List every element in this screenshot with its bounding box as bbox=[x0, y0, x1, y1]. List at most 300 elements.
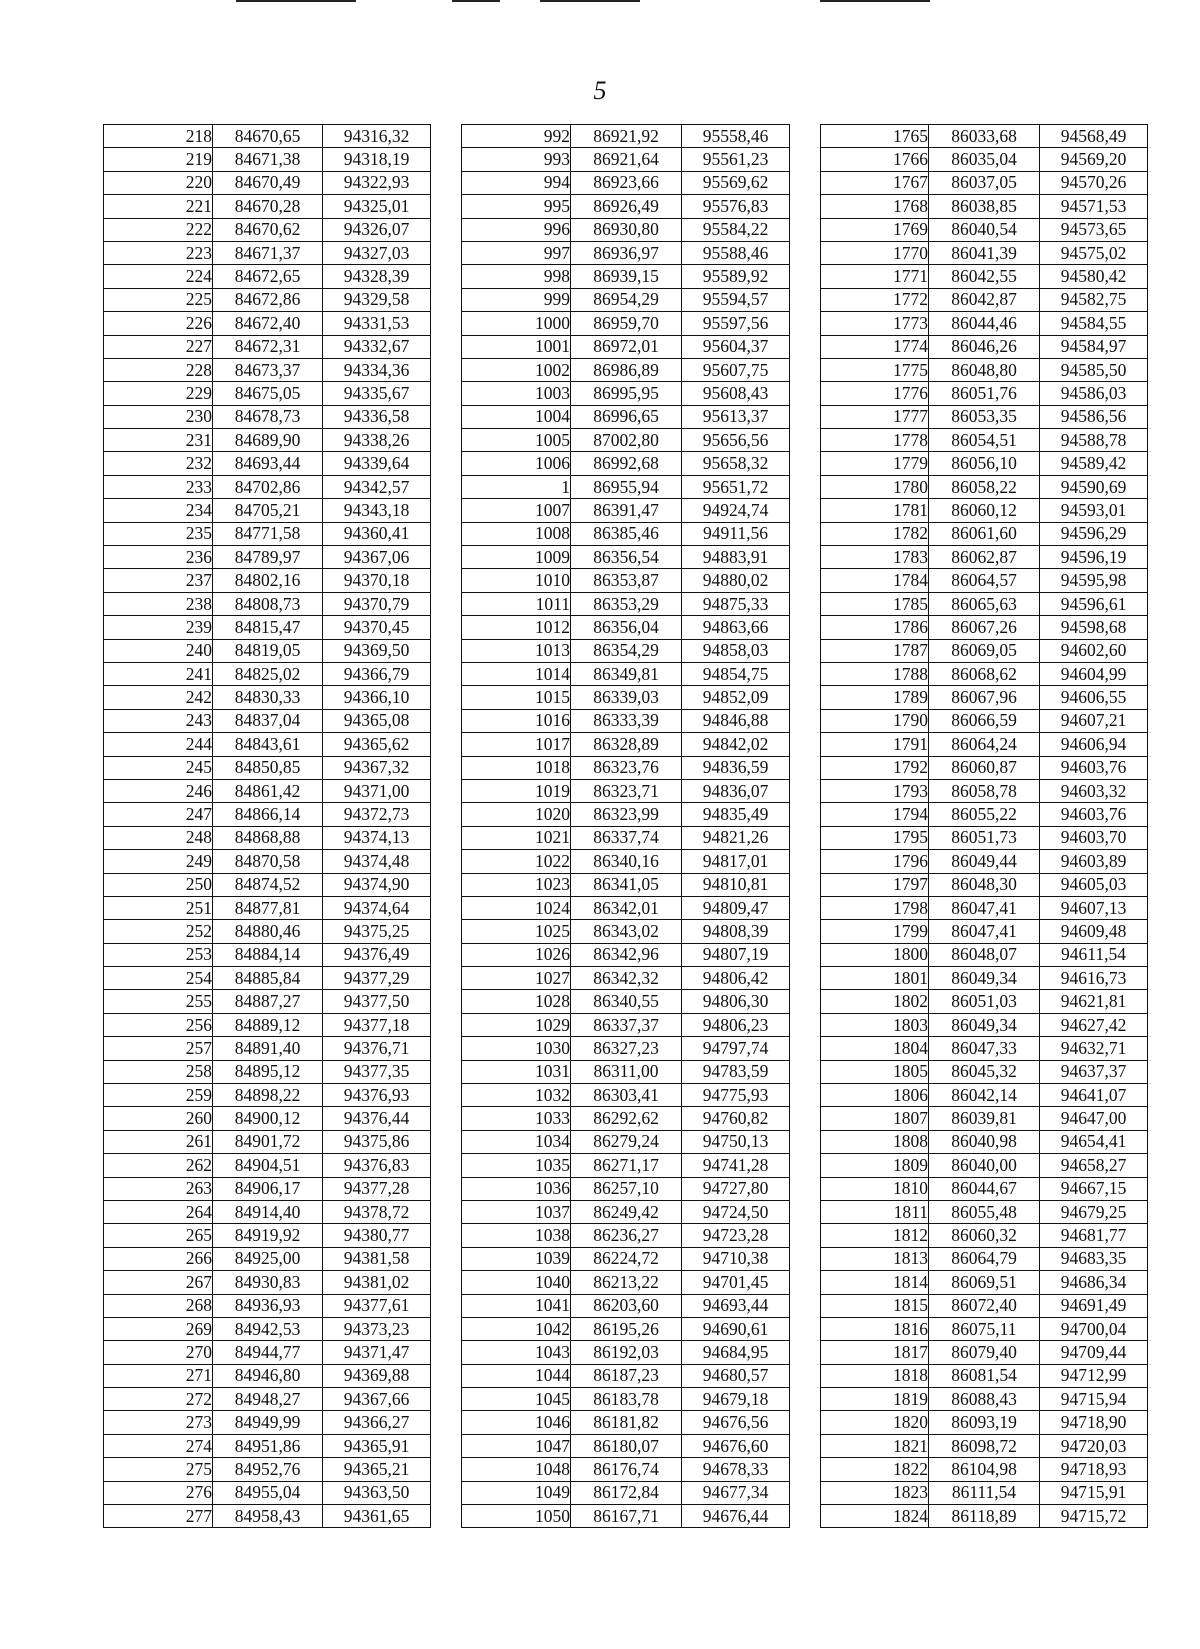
point-number: 1011 bbox=[462, 592, 571, 615]
x-coordinate: 86292,62 bbox=[571, 1107, 682, 1130]
coordinates-table-2 bbox=[461, 124, 790, 1528]
point-number: 1804 bbox=[821, 1037, 929, 1060]
x-coordinate: 86066,59 bbox=[929, 709, 1040, 732]
point-number: 237 bbox=[104, 569, 213, 592]
table-row bbox=[462, 967, 790, 990]
point-number: 1780 bbox=[821, 475, 929, 498]
table-row bbox=[104, 1060, 431, 1083]
y-coordinate: 94863,66 bbox=[682, 616, 790, 639]
table-row bbox=[104, 1458, 431, 1481]
table-row bbox=[462, 1107, 790, 1130]
x-coordinate: 86341,05 bbox=[571, 873, 682, 896]
point-number: 230 bbox=[104, 405, 213, 428]
point-number: 1023 bbox=[462, 873, 571, 896]
y-coordinate: 94568,49 bbox=[1040, 125, 1148, 148]
table-row bbox=[821, 475, 1148, 498]
point-number: 1814 bbox=[821, 1271, 929, 1294]
table-row bbox=[104, 686, 431, 709]
table-row bbox=[462, 1341, 790, 1364]
table-row bbox=[821, 1247, 1148, 1270]
point-number: 1046 bbox=[462, 1411, 571, 1434]
point-number: 1000 bbox=[462, 312, 571, 335]
point-number: 245 bbox=[104, 756, 213, 779]
x-coordinate: 86040,54 bbox=[929, 218, 1040, 241]
x-coordinate: 84705,21 bbox=[213, 499, 323, 522]
y-coordinate: 94684,95 bbox=[682, 1341, 790, 1364]
x-coordinate: 86060,87 bbox=[929, 756, 1040, 779]
point-number: 1801 bbox=[821, 967, 929, 990]
point-number: 1776 bbox=[821, 382, 929, 405]
y-coordinate: 94710,38 bbox=[682, 1247, 790, 1270]
y-coordinate: 94637,37 bbox=[1040, 1060, 1148, 1083]
point-number: 1037 bbox=[462, 1200, 571, 1223]
y-coordinate: 94677,34 bbox=[682, 1481, 790, 1504]
table-row bbox=[821, 1434, 1148, 1457]
table-row bbox=[104, 873, 431, 896]
table-row bbox=[821, 850, 1148, 873]
x-coordinate: 86042,14 bbox=[929, 1084, 1040, 1107]
table-row bbox=[821, 1458, 1148, 1481]
table-row bbox=[821, 218, 1148, 241]
x-coordinate: 86098,72 bbox=[929, 1434, 1040, 1457]
y-coordinate: 94381,58 bbox=[323, 1247, 431, 1270]
point-number: 256 bbox=[104, 1013, 213, 1036]
point-number: 997 bbox=[462, 241, 571, 264]
y-coordinate: 94381,02 bbox=[323, 1271, 431, 1294]
point-number: 225 bbox=[104, 288, 213, 311]
y-coordinate: 94575,02 bbox=[1040, 241, 1148, 264]
point-number: 269 bbox=[104, 1317, 213, 1340]
point-number: 238 bbox=[104, 592, 213, 615]
point-number: 241 bbox=[104, 662, 213, 685]
x-coordinate: 86328,89 bbox=[571, 733, 682, 756]
table-row bbox=[104, 1224, 431, 1247]
table-row bbox=[104, 1481, 431, 1504]
x-coordinate: 86311,00 bbox=[571, 1060, 682, 1083]
x-coordinate: 84702,86 bbox=[213, 475, 323, 498]
x-coordinate: 84671,38 bbox=[213, 148, 323, 171]
x-coordinate: 84673,37 bbox=[213, 358, 323, 381]
table-row bbox=[462, 990, 790, 1013]
point-number: 1032 bbox=[462, 1084, 571, 1107]
x-coordinate: 86069,51 bbox=[929, 1271, 1040, 1294]
x-coordinate: 84868,88 bbox=[213, 826, 323, 849]
x-coordinate: 86249,42 bbox=[571, 1200, 682, 1223]
point-number: 260 bbox=[104, 1107, 213, 1130]
x-coordinate: 86042,87 bbox=[929, 288, 1040, 311]
x-coordinate: 86044,46 bbox=[929, 312, 1040, 335]
y-coordinate: 94571,53 bbox=[1040, 195, 1148, 218]
table-row bbox=[462, 803, 790, 826]
table-row bbox=[104, 335, 431, 358]
x-coordinate: 86923,66 bbox=[571, 171, 682, 194]
x-coordinate: 86037,05 bbox=[929, 171, 1040, 194]
table-row bbox=[821, 1411, 1148, 1434]
y-coordinate: 94603,89 bbox=[1040, 850, 1148, 873]
table-row bbox=[821, 826, 1148, 849]
table-row bbox=[104, 499, 431, 522]
x-coordinate: 84670,62 bbox=[213, 218, 323, 241]
x-coordinate: 86064,57 bbox=[929, 569, 1040, 592]
point-number: 1790 bbox=[821, 709, 929, 732]
table-row bbox=[821, 1364, 1148, 1387]
y-coordinate: 95561,23 bbox=[682, 148, 790, 171]
point-number: 218 bbox=[104, 125, 213, 148]
x-coordinate: 86056,10 bbox=[929, 452, 1040, 475]
y-coordinate: 94377,50 bbox=[323, 990, 431, 1013]
point-number: 1017 bbox=[462, 733, 571, 756]
point-number: 1004 bbox=[462, 405, 571, 428]
point-number: 229 bbox=[104, 382, 213, 405]
y-coordinate: 94361,65 bbox=[323, 1505, 431, 1528]
x-coordinate: 86343,02 bbox=[571, 920, 682, 943]
point-number: 251 bbox=[104, 896, 213, 919]
y-coordinate: 94724,50 bbox=[682, 1200, 790, 1223]
point-number: 1821 bbox=[821, 1434, 929, 1457]
y-coordinate: 94605,03 bbox=[1040, 873, 1148, 896]
point-number: 254 bbox=[104, 967, 213, 990]
table-row bbox=[104, 803, 431, 826]
x-coordinate: 86067,96 bbox=[929, 686, 1040, 709]
point-number: 1784 bbox=[821, 569, 929, 592]
y-coordinate: 94378,72 bbox=[323, 1200, 431, 1223]
x-coordinate: 84914,40 bbox=[213, 1200, 323, 1223]
y-coordinate: 94370,79 bbox=[323, 592, 431, 615]
table-row bbox=[104, 756, 431, 779]
y-coordinate: 94584,55 bbox=[1040, 312, 1148, 335]
table-row bbox=[462, 873, 790, 896]
y-coordinate: 94596,61 bbox=[1040, 592, 1148, 615]
point-number: 1778 bbox=[821, 429, 929, 452]
table-row bbox=[821, 990, 1148, 1013]
table-row bbox=[821, 920, 1148, 943]
point-number: 1040 bbox=[462, 1271, 571, 1294]
point-number: 1031 bbox=[462, 1060, 571, 1083]
table-row bbox=[104, 1411, 431, 1434]
y-coordinate: 94883,91 bbox=[682, 546, 790, 569]
y-coordinate: 94654,41 bbox=[1040, 1130, 1148, 1153]
y-coordinate: 94370,45 bbox=[323, 616, 431, 639]
point-number: 1791 bbox=[821, 733, 929, 756]
point-number: 244 bbox=[104, 733, 213, 756]
point-number: 1039 bbox=[462, 1247, 571, 1270]
table-row bbox=[462, 1084, 790, 1107]
y-coordinate: 94808,39 bbox=[682, 920, 790, 943]
table-row bbox=[104, 967, 431, 990]
x-coordinate: 86055,48 bbox=[929, 1200, 1040, 1223]
y-coordinate: 94582,75 bbox=[1040, 288, 1148, 311]
point-number: 1035 bbox=[462, 1154, 571, 1177]
x-coordinate: 86044,67 bbox=[929, 1177, 1040, 1200]
x-coordinate: 86081,54 bbox=[929, 1364, 1040, 1387]
point-number: 258 bbox=[104, 1060, 213, 1083]
table-row bbox=[104, 1037, 431, 1060]
y-coordinate: 94715,94 bbox=[1040, 1388, 1148, 1411]
table-row bbox=[104, 1177, 431, 1200]
point-number: 259 bbox=[104, 1084, 213, 1107]
table-row bbox=[821, 358, 1148, 381]
y-coordinate: 94701,45 bbox=[682, 1271, 790, 1294]
point-number: 1768 bbox=[821, 195, 929, 218]
table-row bbox=[104, 1341, 431, 1364]
y-coordinate: 94376,83 bbox=[323, 1154, 431, 1177]
table-row bbox=[104, 662, 431, 685]
point-number: 1021 bbox=[462, 826, 571, 849]
table-row bbox=[821, 1060, 1148, 1083]
x-coordinate: 86195,26 bbox=[571, 1317, 682, 1340]
x-coordinate: 86060,32 bbox=[929, 1224, 1040, 1247]
x-coordinate: 86079,40 bbox=[929, 1341, 1040, 1364]
y-coordinate: 94586,56 bbox=[1040, 405, 1148, 428]
y-coordinate: 95604,37 bbox=[682, 335, 790, 358]
x-coordinate: 84895,12 bbox=[213, 1060, 323, 1083]
x-coordinate: 84919,92 bbox=[213, 1224, 323, 1247]
y-coordinate: 94377,28 bbox=[323, 1177, 431, 1200]
y-coordinate: 94373,23 bbox=[323, 1317, 431, 1340]
table-row bbox=[821, 1388, 1148, 1411]
point-number: 1016 bbox=[462, 709, 571, 732]
table-row bbox=[821, 896, 1148, 919]
y-coordinate: 94606,94 bbox=[1040, 733, 1148, 756]
point-number: 1044 bbox=[462, 1364, 571, 1387]
y-coordinate: 94693,44 bbox=[682, 1294, 790, 1317]
point-number: 1813 bbox=[821, 1247, 929, 1270]
y-coordinate: 94338,26 bbox=[323, 429, 431, 452]
point-number: 219 bbox=[104, 148, 213, 171]
x-coordinate: 86236,27 bbox=[571, 1224, 682, 1247]
x-coordinate: 84930,83 bbox=[213, 1271, 323, 1294]
table-row bbox=[462, 1013, 790, 1036]
table-row bbox=[821, 452, 1148, 475]
x-coordinate: 86065,63 bbox=[929, 592, 1040, 615]
table-row bbox=[821, 1177, 1148, 1200]
table-row bbox=[821, 312, 1148, 335]
y-coordinate: 94377,29 bbox=[323, 967, 431, 990]
table-row bbox=[821, 429, 1148, 452]
x-coordinate: 86353,87 bbox=[571, 569, 682, 592]
y-coordinate: 94318,19 bbox=[323, 148, 431, 171]
point-number: 1766 bbox=[821, 148, 929, 171]
table-row bbox=[462, 1294, 790, 1317]
x-coordinate: 84904,51 bbox=[213, 1154, 323, 1177]
x-coordinate: 86385,46 bbox=[571, 522, 682, 545]
point-number: 231 bbox=[104, 429, 213, 452]
y-coordinate: 94590,69 bbox=[1040, 475, 1148, 498]
table-row bbox=[821, 335, 1148, 358]
y-coordinate: 94367,32 bbox=[323, 756, 431, 779]
y-coordinate: 94366,27 bbox=[323, 1411, 431, 1434]
table-row bbox=[821, 499, 1148, 522]
x-coordinate: 84946,80 bbox=[213, 1364, 323, 1387]
table-row bbox=[821, 1294, 1148, 1317]
y-coordinate: 94806,30 bbox=[682, 990, 790, 1013]
table-row bbox=[104, 639, 431, 662]
x-coordinate: 84880,46 bbox=[213, 920, 323, 943]
y-coordinate: 94691,49 bbox=[1040, 1294, 1148, 1317]
x-coordinate: 84900,12 bbox=[213, 1107, 323, 1130]
table-row bbox=[462, 171, 790, 194]
point-number: 265 bbox=[104, 1224, 213, 1247]
point-number: 270 bbox=[104, 1341, 213, 1364]
point-number: 268 bbox=[104, 1294, 213, 1317]
table-row bbox=[821, 1084, 1148, 1107]
x-coordinate: 86356,04 bbox=[571, 616, 682, 639]
y-coordinate: 94709,44 bbox=[1040, 1341, 1148, 1364]
x-coordinate: 86046,26 bbox=[929, 335, 1040, 358]
table-row bbox=[821, 125, 1148, 148]
point-number: 228 bbox=[104, 358, 213, 381]
table-row bbox=[462, 1388, 790, 1411]
point-number: 234 bbox=[104, 499, 213, 522]
point-number: 1823 bbox=[821, 1481, 929, 1504]
point-number: 1785 bbox=[821, 592, 929, 615]
x-coordinate: 86921,64 bbox=[571, 148, 682, 171]
point-number: 246 bbox=[104, 779, 213, 802]
y-coordinate: 94331,53 bbox=[323, 312, 431, 335]
table-row bbox=[104, 850, 431, 873]
y-coordinate: 94647,00 bbox=[1040, 1107, 1148, 1130]
table-row bbox=[462, 1434, 790, 1457]
table-row bbox=[104, 1130, 431, 1153]
y-coordinate: 94596,29 bbox=[1040, 522, 1148, 545]
point-number: 1803 bbox=[821, 1013, 929, 1036]
point-number: 995 bbox=[462, 195, 571, 218]
point-number: 1033 bbox=[462, 1107, 571, 1130]
point-number: 233 bbox=[104, 475, 213, 498]
point-number: 1042 bbox=[462, 1317, 571, 1340]
table-row bbox=[104, 125, 431, 148]
point-number: 999 bbox=[462, 288, 571, 311]
x-coordinate: 86060,12 bbox=[929, 499, 1040, 522]
x-coordinate: 86053,35 bbox=[929, 405, 1040, 428]
x-coordinate: 84819,05 bbox=[213, 639, 323, 662]
table-row bbox=[462, 499, 790, 522]
x-coordinate: 86051,73 bbox=[929, 826, 1040, 849]
table-row bbox=[104, 616, 431, 639]
table-row bbox=[104, 1247, 431, 1270]
point-number: 1809 bbox=[821, 1154, 929, 1177]
table-row bbox=[462, 920, 790, 943]
x-coordinate: 86035,04 bbox=[929, 148, 1040, 171]
point-number: 252 bbox=[104, 920, 213, 943]
y-coordinate: 94339,64 bbox=[323, 452, 431, 475]
y-coordinate: 94836,59 bbox=[682, 756, 790, 779]
y-coordinate: 94727,80 bbox=[682, 1177, 790, 1200]
y-coordinate: 94686,34 bbox=[1040, 1271, 1148, 1294]
y-coordinate: 94604,99 bbox=[1040, 662, 1148, 685]
y-coordinate: 94616,73 bbox=[1040, 967, 1148, 990]
table-row bbox=[821, 405, 1148, 428]
table-row bbox=[821, 1481, 1148, 1504]
y-coordinate: 94585,50 bbox=[1040, 358, 1148, 381]
y-coordinate: 95597,56 bbox=[682, 312, 790, 335]
table-row bbox=[821, 1200, 1148, 1223]
y-coordinate: 94598,68 bbox=[1040, 616, 1148, 639]
table-row bbox=[462, 1411, 790, 1434]
x-coordinate: 86323,99 bbox=[571, 803, 682, 826]
table-row bbox=[462, 241, 790, 264]
x-coordinate: 86047,33 bbox=[929, 1037, 1040, 1060]
x-coordinate: 86339,03 bbox=[571, 686, 682, 709]
point-number: 271 bbox=[104, 1364, 213, 1387]
y-coordinate: 94365,08 bbox=[323, 709, 431, 732]
point-number: 1820 bbox=[821, 1411, 929, 1434]
y-coordinate: 94365,21 bbox=[323, 1458, 431, 1481]
point-number: 249 bbox=[104, 850, 213, 873]
y-coordinate: 94611,54 bbox=[1040, 943, 1148, 966]
table-row bbox=[104, 826, 431, 849]
table-row bbox=[462, 429, 790, 452]
x-coordinate: 86049,44 bbox=[929, 850, 1040, 873]
x-coordinate: 86959,70 bbox=[571, 312, 682, 335]
point-number: 1049 bbox=[462, 1481, 571, 1504]
point-number: 1781 bbox=[821, 499, 929, 522]
x-coordinate: 86323,76 bbox=[571, 756, 682, 779]
y-coordinate: 94371,00 bbox=[323, 779, 431, 802]
table-row bbox=[462, 1130, 790, 1153]
table-row bbox=[821, 967, 1148, 990]
y-coordinate: 94336,58 bbox=[323, 405, 431, 428]
y-coordinate: 94680,57 bbox=[682, 1364, 790, 1387]
y-coordinate: 95608,43 bbox=[682, 382, 790, 405]
y-coordinate: 95584,22 bbox=[682, 218, 790, 241]
point-number: 1793 bbox=[821, 779, 929, 802]
x-coordinate: 86995,95 bbox=[571, 382, 682, 405]
y-coordinate: 94374,13 bbox=[323, 826, 431, 849]
table-row bbox=[462, 405, 790, 428]
point-number: 1806 bbox=[821, 1084, 929, 1107]
table-row bbox=[462, 1481, 790, 1504]
point-number: 235 bbox=[104, 522, 213, 545]
y-coordinate: 94835,49 bbox=[682, 803, 790, 826]
x-coordinate: 84843,61 bbox=[213, 733, 323, 756]
point-number: 1007 bbox=[462, 499, 571, 522]
point-number: 276 bbox=[104, 1481, 213, 1504]
y-coordinate: 94589,42 bbox=[1040, 452, 1148, 475]
point-number: 274 bbox=[104, 1434, 213, 1457]
y-coordinate: 94621,81 bbox=[1040, 990, 1148, 1013]
table-row bbox=[104, 1084, 431, 1107]
point-number: 255 bbox=[104, 990, 213, 1013]
x-coordinate: 86176,74 bbox=[571, 1458, 682, 1481]
x-coordinate: 86333,39 bbox=[571, 709, 682, 732]
table-row bbox=[462, 733, 790, 756]
y-coordinate: 94325,01 bbox=[323, 195, 431, 218]
table-row bbox=[462, 1224, 790, 1247]
point-number: 248 bbox=[104, 826, 213, 849]
point-number: 1028 bbox=[462, 990, 571, 1013]
point-number: 1788 bbox=[821, 662, 929, 685]
x-coordinate: 86203,60 bbox=[571, 1294, 682, 1317]
x-coordinate: 86172,84 bbox=[571, 1481, 682, 1504]
table-row bbox=[104, 265, 431, 288]
y-coordinate: 94363,50 bbox=[323, 1481, 431, 1504]
x-coordinate: 86061,60 bbox=[929, 522, 1040, 545]
x-coordinate: 84887,27 bbox=[213, 990, 323, 1013]
table-row bbox=[821, 1037, 1148, 1060]
table-row bbox=[821, 569, 1148, 592]
table-row bbox=[462, 756, 790, 779]
y-coordinate: 94606,55 bbox=[1040, 686, 1148, 709]
x-coordinate: 86936,97 bbox=[571, 241, 682, 264]
table-row bbox=[104, 1200, 431, 1223]
point-number: 1782 bbox=[821, 522, 929, 545]
point-number: 1818 bbox=[821, 1364, 929, 1387]
x-coordinate: 86051,76 bbox=[929, 382, 1040, 405]
point-number: 1808 bbox=[821, 1130, 929, 1153]
table-row bbox=[462, 616, 790, 639]
table-row bbox=[104, 920, 431, 943]
